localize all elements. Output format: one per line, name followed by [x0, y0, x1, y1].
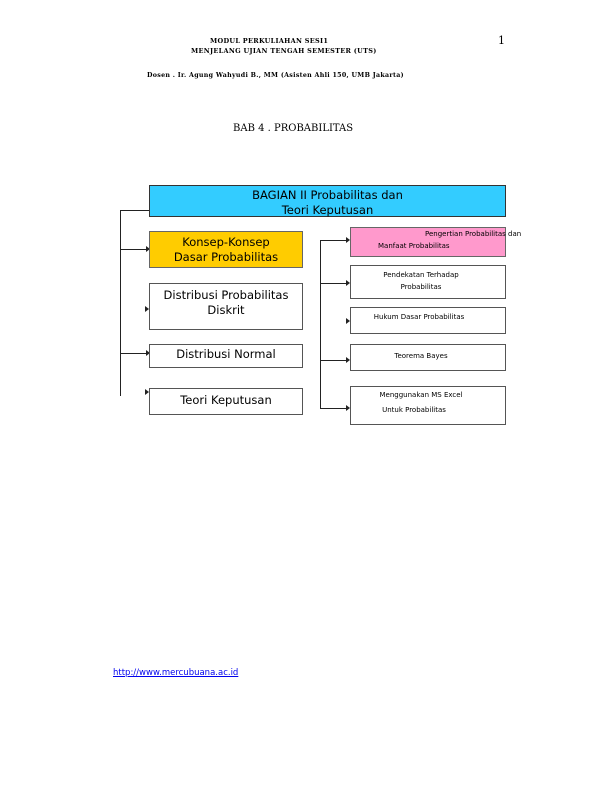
right-box-excel [350, 386, 506, 425]
root-box [149, 185, 506, 217]
right-box-excel-line-1: Menggunakan MS Excel [379, 391, 463, 399]
left-box-konsep [149, 231, 303, 268]
right-box-pendekatan [350, 265, 506, 299]
page-title: BAB 4 . PROBABILITAS [233, 123, 354, 134]
left-box-diskrit [149, 283, 303, 330]
left-spine [120, 210, 121, 396]
left-box-konsep-line-2: Dasar Probabilitas [173, 250, 279, 264]
author-line: Dosen . Ir. Agung Wahyudi B., MM (Asisten Ahli 150, UMB Jakarta) [147, 72, 404, 79]
right-box-hukum [350, 307, 506, 334]
right-box-pengertian [350, 227, 522, 257]
right-spine [320, 240, 321, 409]
footer-url-link[interactable]: http://www.mercubuana.ac.id [113, 668, 239, 678]
right-connector-top [320, 240, 348, 241]
right-box-bayes-line-1: Teorema Bayes [394, 352, 448, 360]
root-line-2: Teori Keputusan [281, 203, 374, 217]
left-box-normal-line-1: Distribusi Normal [176, 347, 276, 361]
right-box-pengertian-line-2: Manfaat Probabilitas [378, 242, 450, 250]
left-box-konsep-line-1: Konsep-Konsep [182, 235, 270, 249]
right-box-bayes [350, 344, 506, 371]
left-box-keputusan-line-1: Teori Keputusan [180, 393, 272, 407]
root-line-1: BAGIAN II Probabilitas dan [252, 188, 403, 202]
right-box-pengertian-line-1: Pengertian Probabilitas dan [425, 230, 522, 238]
right-box-hukum-line-1: Hukum Dasar Probabilitas [373, 313, 465, 321]
header-line-1: MODUL PERKULIAHAN SESI1 [210, 37, 329, 45]
left-box-normal [149, 344, 303, 368]
left-box-diskrit-line-1: Distribusi Probabilitas [163, 288, 289, 302]
left-box-keputusan [149, 388, 303, 415]
left-connector-1 [120, 249, 148, 250]
left-box-diskrit-line-2: Diskrit [207, 303, 245, 317]
left-connector-3 [120, 353, 148, 354]
header-line-2: MENJELANG UJIAN TENGAH SEMESTER (UTS) [191, 47, 377, 55]
left-connector-top [120, 210, 149, 211]
right-box-pendekatan-line-1: Pendekatan Terhadap [383, 271, 459, 279]
right-box-pendekatan-line-2: Probabilitas [400, 283, 442, 291]
right-box-excel-line-2: Untuk Probabilitas [382, 406, 446, 414]
page-number: 1 [498, 34, 505, 47]
